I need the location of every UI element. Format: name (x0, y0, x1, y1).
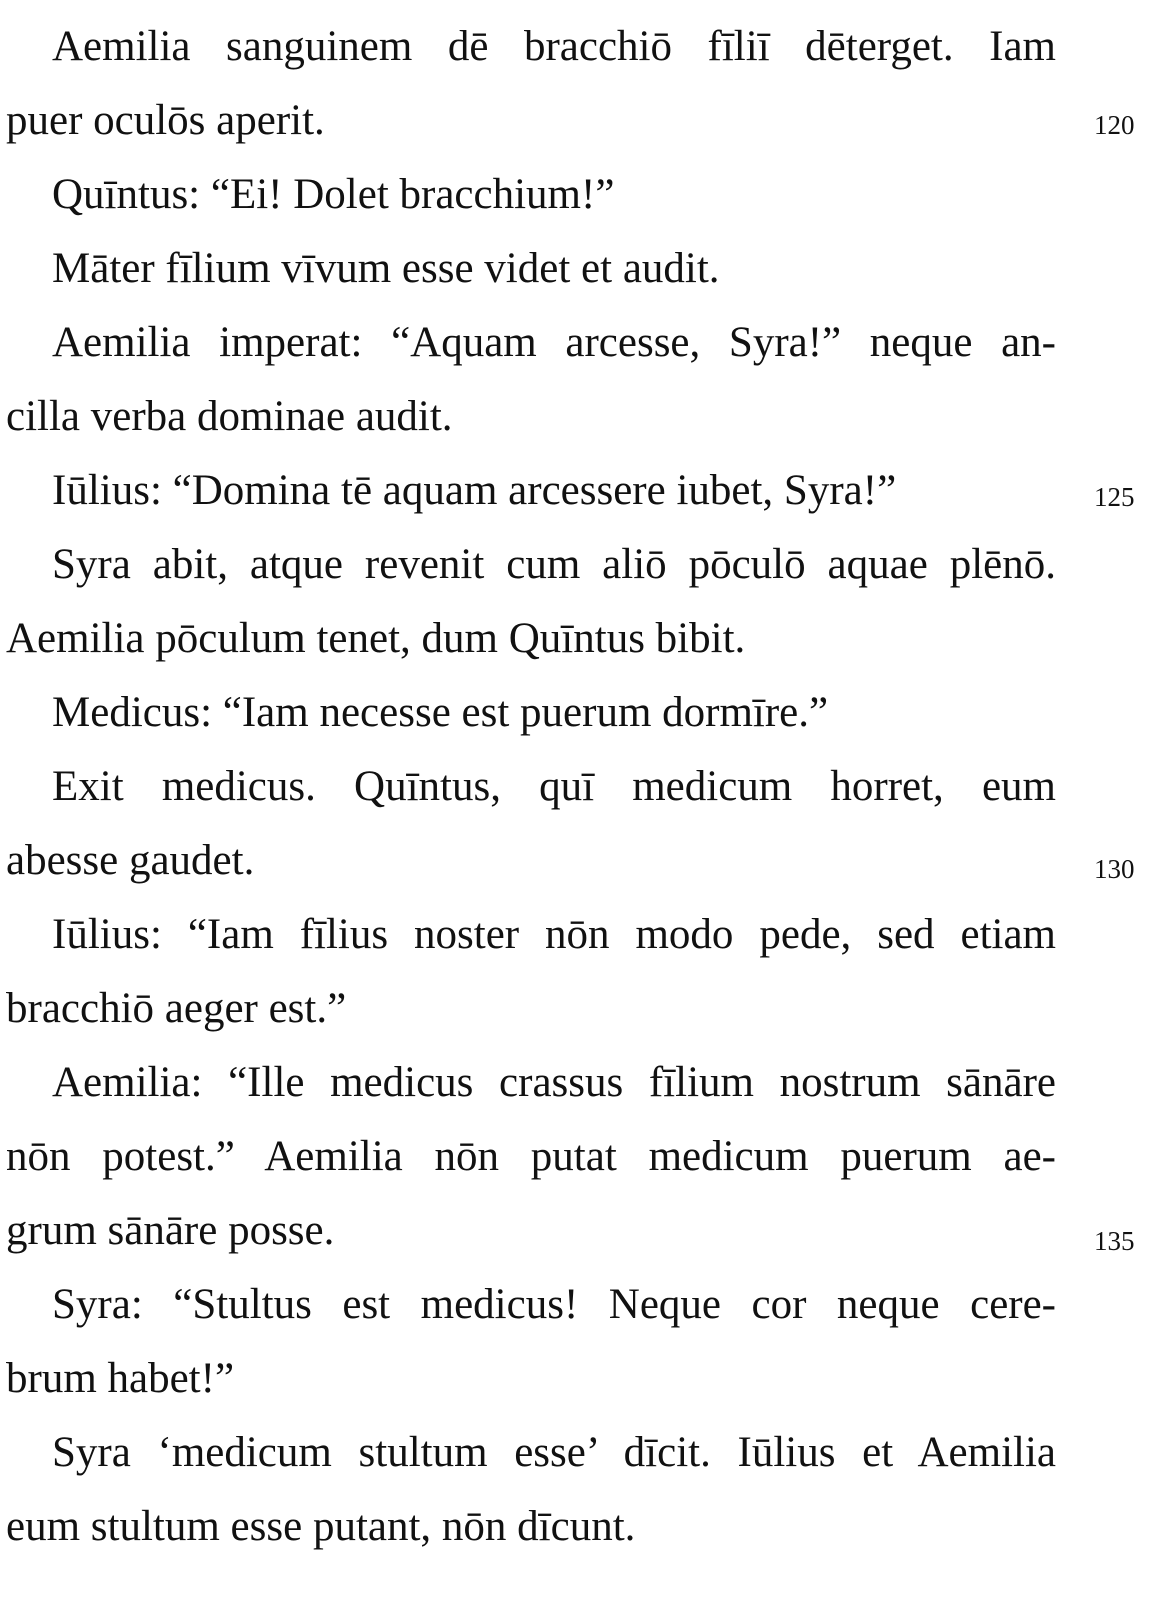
text-line: Aemilia pōculum tenet, dum Quīntus bibit. (6, 615, 746, 662)
text-line: Medicus: “Iam necesse est puerum dormīre.” (52, 689, 829, 736)
text-line: nōn potest.” Aemilia nōn putat medicum puerum ae- (6, 1133, 1056, 1180)
text-line: abesse gaudet. (6, 837, 255, 884)
line-number: 120 (1094, 110, 1135, 140)
line-number: 130 (1094, 854, 1135, 884)
text-line: Iūlius: “Domina tē aquam arcessere iubet, Syra!” (52, 467, 897, 514)
text-line: Exit medicus. Quīntus, quī medicum horret, eum (52, 763, 1056, 810)
line-number: 135 (1094, 1226, 1135, 1256)
text-line: Syra: “Stultus est medicus! Neque cor neque cere- (52, 1281, 1056, 1328)
text-line: Māter fīlium vīvum esse videt et audit. (52, 245, 720, 292)
text-line: cilla verba dominae audit. (6, 393, 453, 440)
text-line: Syra abit, atque revenit cum aliō pōculō aquae plēnō. (52, 541, 1056, 588)
text-line: brum habet!” (6, 1355, 235, 1402)
text-line: Aemilia sanguinem dē bracchiō fīliī dēterget. Iam (52, 23, 1056, 70)
text-line: puer oculōs aperit. (6, 97, 325, 144)
text-line: Syra ‘medicum stultum esse’ dīcit. Iūlius et Aemilia (52, 1429, 1056, 1476)
text-line: Aemilia: “Ille medicus crassus fīlium nostrum sānāre (52, 1059, 1056, 1106)
text-line: eum stultum esse putant, nōn dīcunt. (6, 1503, 636, 1550)
text-line: Iūlius: “Iam fīlius noster nōn modo pede, sed etiam (52, 911, 1056, 958)
text-line: grum sānāre posse. (6, 1207, 335, 1254)
line-number: 125 (1094, 482, 1135, 512)
text-line: bracchiō aeger est.” (6, 985, 347, 1032)
text-line: Quīntus: “Ei! Dolet bracchium!” (52, 171, 615, 218)
text-line: Aemilia imperat: “Aquam arcesse, Syra!” neque an- (52, 319, 1056, 366)
